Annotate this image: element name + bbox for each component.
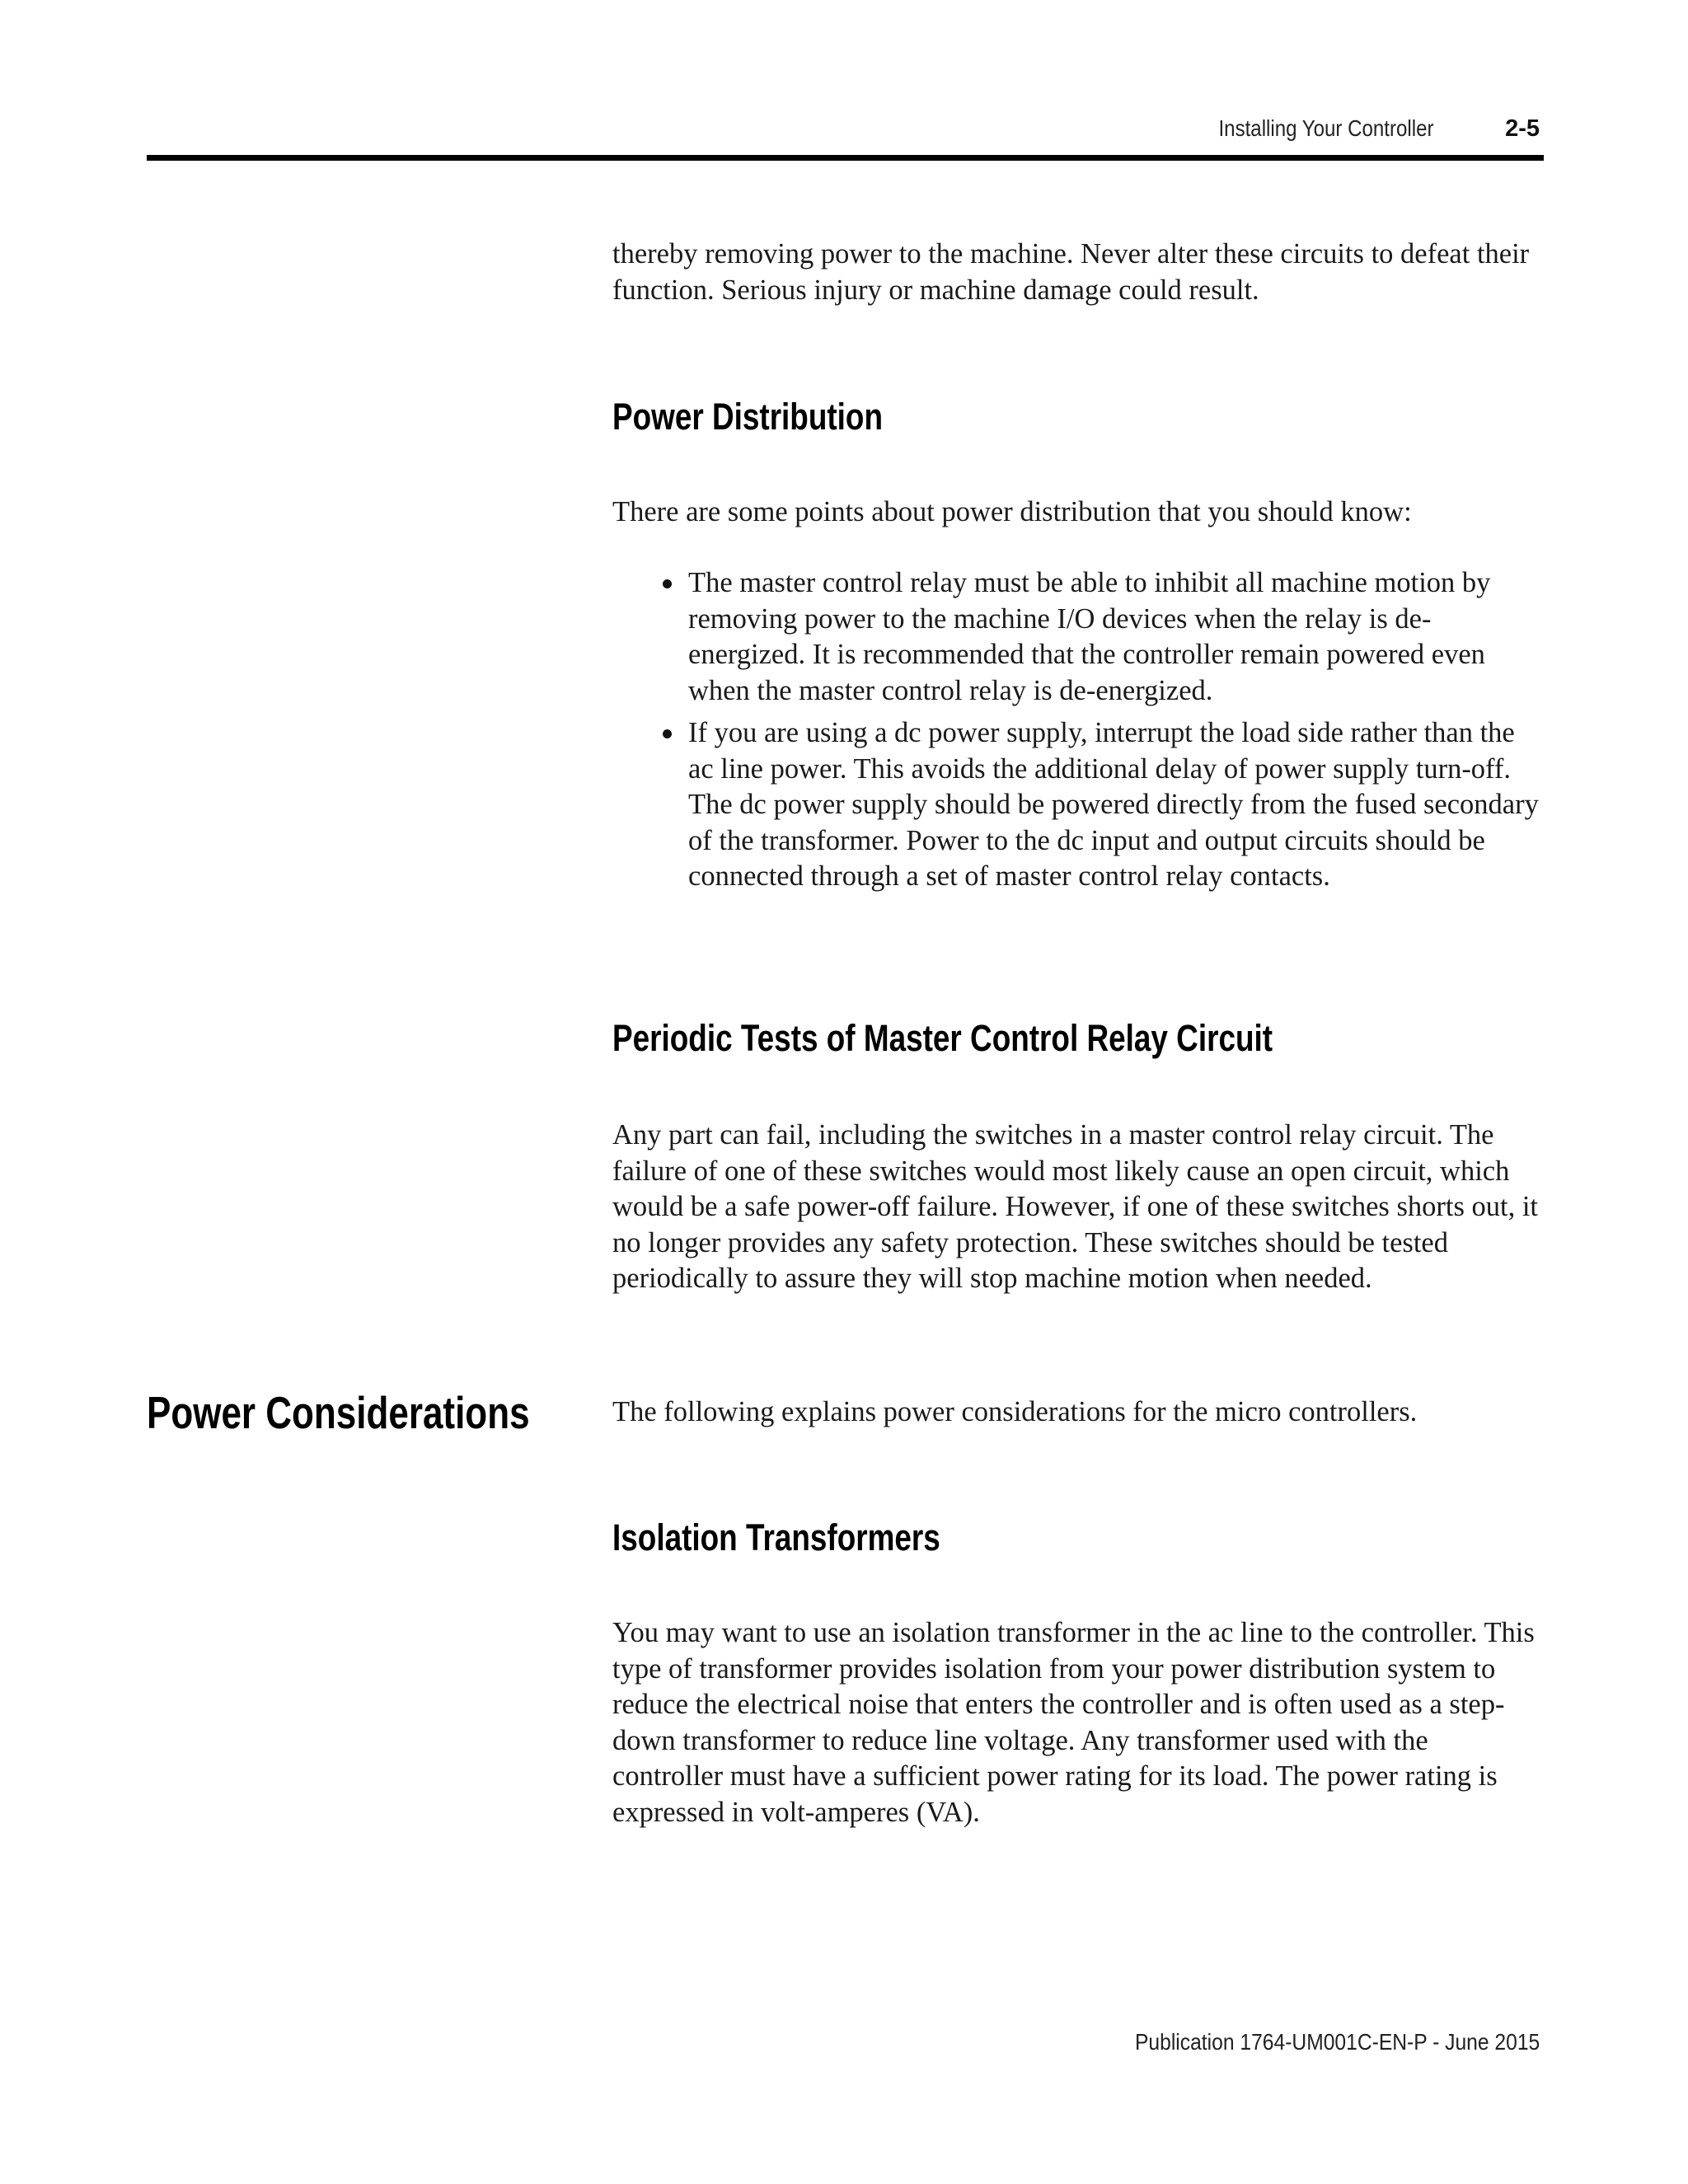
isolation-transformers-paragraph: You may want to use an isolation transformer in the ac line to the controller. This type of transformer provides isolation from your power distribution system to reduce the electrical noise that enters the controller and is often used as a step-down transformer to reduce line voltage. Any transformer used with the controller must have a sufficient power rating for its load. The power rating is expressed in volt-amperes (VA). xyxy=(612,1617,1535,1828)
intro-continuation-paragraph: thereby removing power to the machine. Never alter these circuits to defeat their function. Serious injury or machine damage could result. xyxy=(612,238,1530,306)
list-item xyxy=(612,715,1544,895)
header-rule xyxy=(147,155,1544,161)
power-considerations-heading: Power Considerations xyxy=(147,1387,530,1438)
power-considerations-intro: The following explains power considerations for the micro controllers. xyxy=(612,1396,1418,1427)
publication-footer: Publication 1764-UM001C-EN-P - June 2015 xyxy=(1134,2029,1540,2055)
page-number: 2-5 xyxy=(1505,115,1540,142)
isolation-transformers-heading: Isolation Transformers xyxy=(612,1516,940,1558)
power-distribution-bullet-list xyxy=(612,565,1544,902)
periodic-tests-paragraph: Any part can fail, including the switches in a master control relay circuit. The failure of one of these switches would most likely cause an open circuit, which would be a safe power-off failure. However, if one of these switches shorts out, it no longer provides any safety protection. These switches should be tested periodically to assure they will stop machine motion when needed. xyxy=(612,1119,1539,1294)
power-distribution-heading: Power Distribution xyxy=(612,396,884,438)
periodic-tests-heading: Periodic Tests of Master Control Relay Circuit xyxy=(612,1017,1273,1059)
running-header-title: Installing Your Controller xyxy=(1218,115,1434,141)
bullet-icon xyxy=(663,579,672,588)
power-distribution-intro: There are some points about power distribution that you should know: xyxy=(612,496,1412,527)
bullet-icon xyxy=(663,729,672,738)
list-item-text: The master control relay must be able to inhibit all machine motion by removing power to the machine I/O devices when the relay is de-energized. It is recommended that the controller remain powered even when the master control relay is de-energized. xyxy=(688,567,1491,706)
list-item-text: If you are using a dc power supply, interrupt the load side rather than the ac line power. This avoids the additional delay of power supply turn-off. The dc power supply should be powered directly from the fused secondary of the transformer. Power to the dc input and output circuits should be connected through a set of master control relay contacts. xyxy=(688,717,1539,892)
page-header xyxy=(0,0,1688,165)
list-item xyxy=(612,565,1544,709)
